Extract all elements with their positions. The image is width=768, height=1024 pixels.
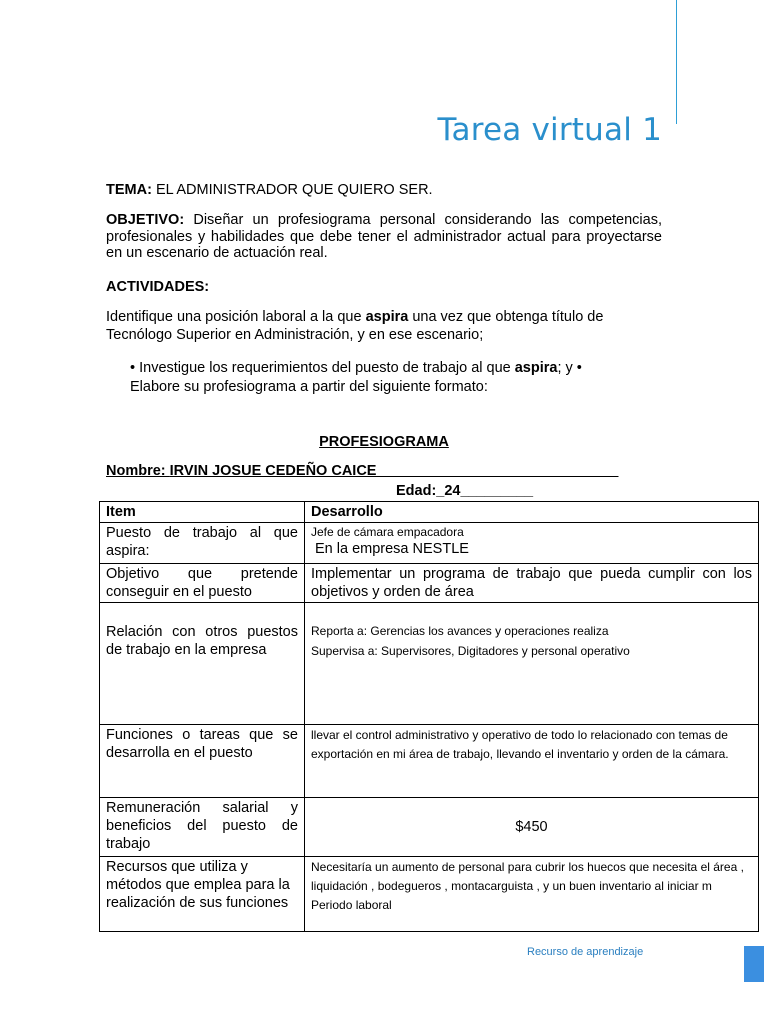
nombre-line [106, 463, 618, 479]
row-desarrollo: Implementar un programa de trabajo que pueda cumplir con los objetivos y orden de área [305, 564, 759, 603]
objetivo-label: OBJETIVO: [106, 212, 185, 228]
actividades-heading [106, 279, 662, 296]
objetivo-text: Diseñar un profesiograma personal considerando las competencias, profesionales y habilidades que debe tener el administrador actual para proyectarse en un escenario de actuación real. [106, 212, 662, 261]
row-desarrollo [305, 603, 759, 725]
bullets-pre: • Investigue los requerimientos del puesto de trabajo al que [130, 360, 515, 376]
footer-accent-bar [744, 946, 764, 982]
table-header-row [100, 502, 759, 523]
intro-bold: aspira [365, 309, 409, 325]
intro-post: una vez que obtenga título de Tecnólogo Superior en Administración, y en ese escenario; [106, 309, 604, 343]
bullets-post: ; y • Elabore su profesiograma a partir del siguiente formato: [130, 360, 582, 395]
tema-text: EL ADMINISTRADOR QUE QUIERO SER. [151, 182, 433, 198]
row-item: Remuneración salarial y beneficios del puesto de trabajo [100, 798, 305, 857]
table-row [100, 523, 759, 564]
row-desarrollo [305, 523, 759, 564]
row-desarrollo: $450 [305, 798, 759, 857]
footer-label: Recurso de aprendizaje [527, 946, 644, 958]
table-row [100, 798, 759, 857]
row-desarrollo: llevar el control administrativo y operativo de todo lo relacionado con temas de exportación en mi área de trabajo, llevando el inventario y orden de la cámara. [305, 725, 759, 798]
bullets-bold: aspira [514, 360, 558, 376]
decorative-rule [676, 0, 677, 124]
intro-pre: Identifique una posición laboral a la que [106, 309, 366, 325]
nombre-label: Nombre: [106, 463, 170, 479]
bullet-paragraph [130, 359, 630, 397]
header-item: Item [100, 502, 305, 523]
desarrollo-line: En la empresa NESTLE [315, 541, 469, 557]
row-desarrollo: Necesitaría un aumento de personal para cubrir los huecos que necesita el área , liquidación , bodegueros , montacarguista , y un buen inventario al iniciar m Periodo laboral [305, 857, 759, 932]
nombre-value: IRVIN JOSUE CEDEÑO CAICE______________________________ [169, 463, 619, 479]
tema-line [106, 182, 662, 199]
edad-line [396, 483, 533, 499]
header-desarrollo: Desarrollo [305, 502, 759, 523]
row-item: Recursos que utiliza y métodos que emplea para la realización de sus funciones [100, 857, 305, 932]
objetivo-paragraph [106, 212, 662, 262]
desarrollo-line: Jefe de cámara empacadora [311, 525, 464, 539]
row-item: Objetivo que pretende conseguir en el puesto [100, 564, 305, 603]
table-row [100, 857, 759, 932]
table-row [100, 564, 759, 603]
table-row [100, 603, 759, 725]
tema-label: TEMA: [106, 182, 152, 198]
desarrollo-line: Supervisa a: Supervisores, Digitadores y personal operativo [311, 644, 630, 658]
desarrollo-line: Reporta a: Gerencias los avances y operaciones realiza [311, 624, 609, 638]
row-item: Puesto de trabajo al que aspira: [100, 523, 305, 564]
actividades-label: ACTIVIDADES: [106, 279, 210, 295]
profesiograma-table [99, 501, 759, 932]
row-item: Funciones o tareas que se desarrolla en el puesto [100, 725, 305, 798]
profesiograma-title: PROFESIOGRAMA [319, 434, 449, 450]
row-item: Relación con otros puestos de trabajo en la empresa [100, 603, 305, 725]
document-title: Tarea virtual 1 [437, 112, 662, 148]
edad-value: Edad:_24_________ [396, 483, 534, 499]
intro-paragraph [106, 308, 662, 344]
table-row [100, 725, 759, 798]
